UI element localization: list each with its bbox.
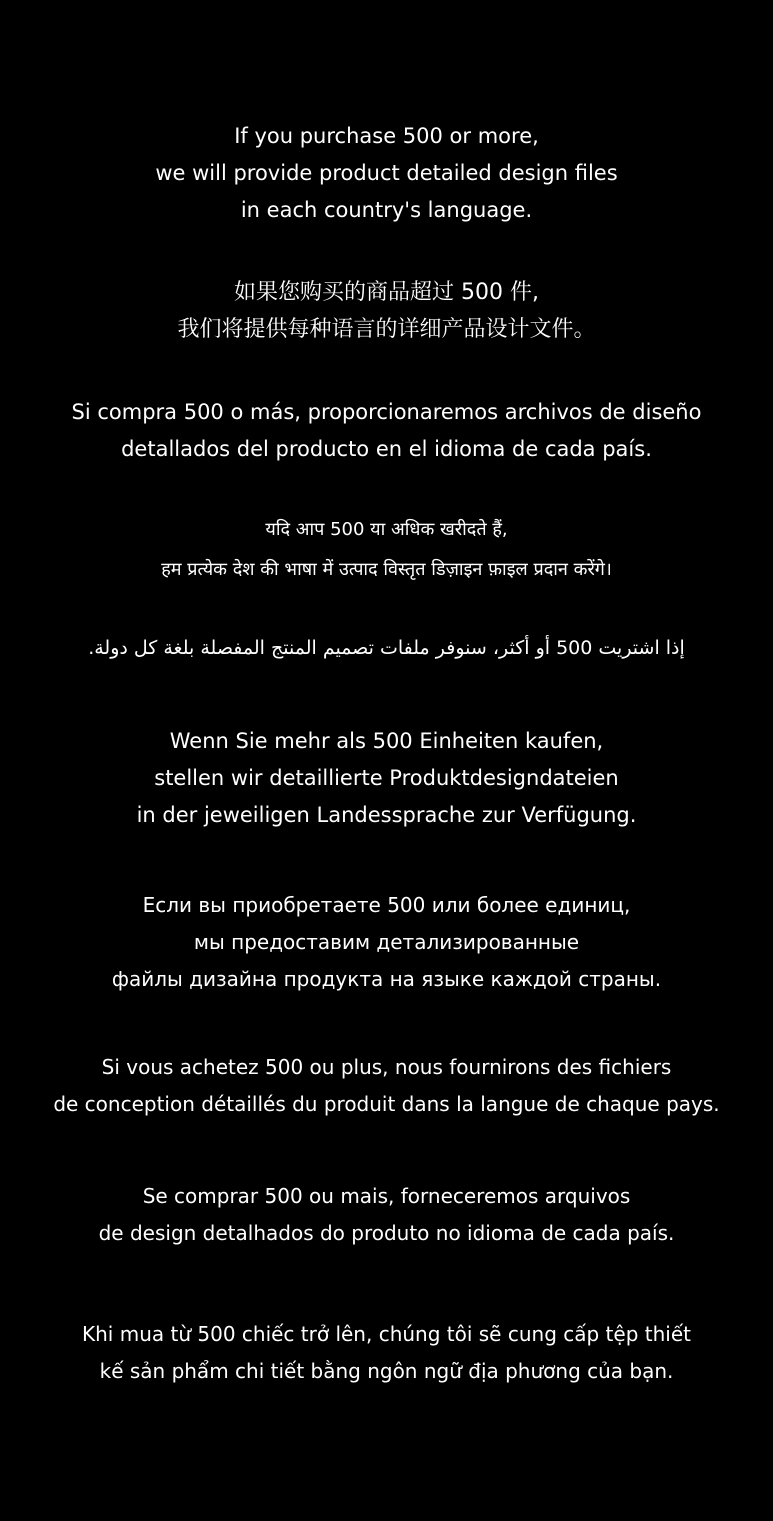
notice-spanish-line: detallados del producto en el idioma de cada país. xyxy=(121,437,652,461)
notice-vietnamese-line: Khi mua từ 500 chiếc trở lên, chúng tôi sẽ cung cấp tệp thiết xyxy=(82,1322,691,1346)
notice-french-line: Si vous achetez 500 ou plus, nous fournirons des fichiers xyxy=(101,1055,672,1079)
notice-hindi-line: यदि आप 500 या अधिक खरीदते हैं, xyxy=(265,519,508,540)
notice-spanish-line: Si compra 500 o más, proporcionaremos archivos de diseño xyxy=(71,400,702,424)
notice-hindi xyxy=(0,510,773,590)
notice-german-line: Wenn Sie mehr als 500 Einheiten kaufen, xyxy=(169,729,604,753)
notice-english-line: in each country's language. xyxy=(240,198,533,222)
notice-vietnamese xyxy=(0,1316,773,1390)
notice-german-line: in der jeweiligen Landessprache zur Verfügung. xyxy=(136,803,637,827)
notice-hindi-line: हम प्रत्येक देश की भाषा में उत्पाद विस्तृत डिज़ाइन फ़ाइल प्रदान करेंगे। xyxy=(161,559,612,580)
notice-portuguese-line: de design detalhados do produto no idioma de cada país. xyxy=(98,1221,675,1245)
notice-chinese-line: 如果您购买的商品超过 500 件, xyxy=(234,280,539,305)
notice-russian-line: Если вы приобретаете 500 или более единиц, xyxy=(142,893,631,917)
notice-german-line: stellen wir detaillierte Produktdesigndateien xyxy=(154,766,619,790)
notice-vietnamese-line: kế sản phẩm chi tiết bằng ngôn ngữ địa phương của bạn. xyxy=(99,1359,674,1383)
notice-russian-line: файлы дизайна продукта на языке каждой страны. xyxy=(111,967,662,991)
notice-chinese-line: 我们将提供每种语言的详细产品设计文件。 xyxy=(177,317,596,342)
notice-german xyxy=(0,723,773,834)
notice-french-line: de conception détaillés du produit dans la langue de chaque pays. xyxy=(53,1092,720,1116)
notice-english-line: we will provide product detailed design files xyxy=(155,161,618,185)
notice-english-line: If you purchase 500 or more, xyxy=(234,124,539,148)
notice-french xyxy=(0,1049,773,1123)
notice-portuguese-line: Se comprar 500 ou mais, forneceremos arquivos xyxy=(142,1184,631,1208)
notice-arabic xyxy=(0,630,773,667)
notice-russian xyxy=(0,887,773,998)
notice-chinese xyxy=(0,274,773,348)
notice-arabic-line: إذا اشتريت 500 أو أكثر، سنوفر ملفات تصميم المنتج المفصلة بلغة كل دولة. xyxy=(88,637,685,659)
notice-russian-line: мы предоставим детализированные xyxy=(193,930,580,954)
notice-english xyxy=(0,118,773,229)
notice-spanish xyxy=(0,394,773,468)
notice-portuguese xyxy=(0,1178,773,1252)
